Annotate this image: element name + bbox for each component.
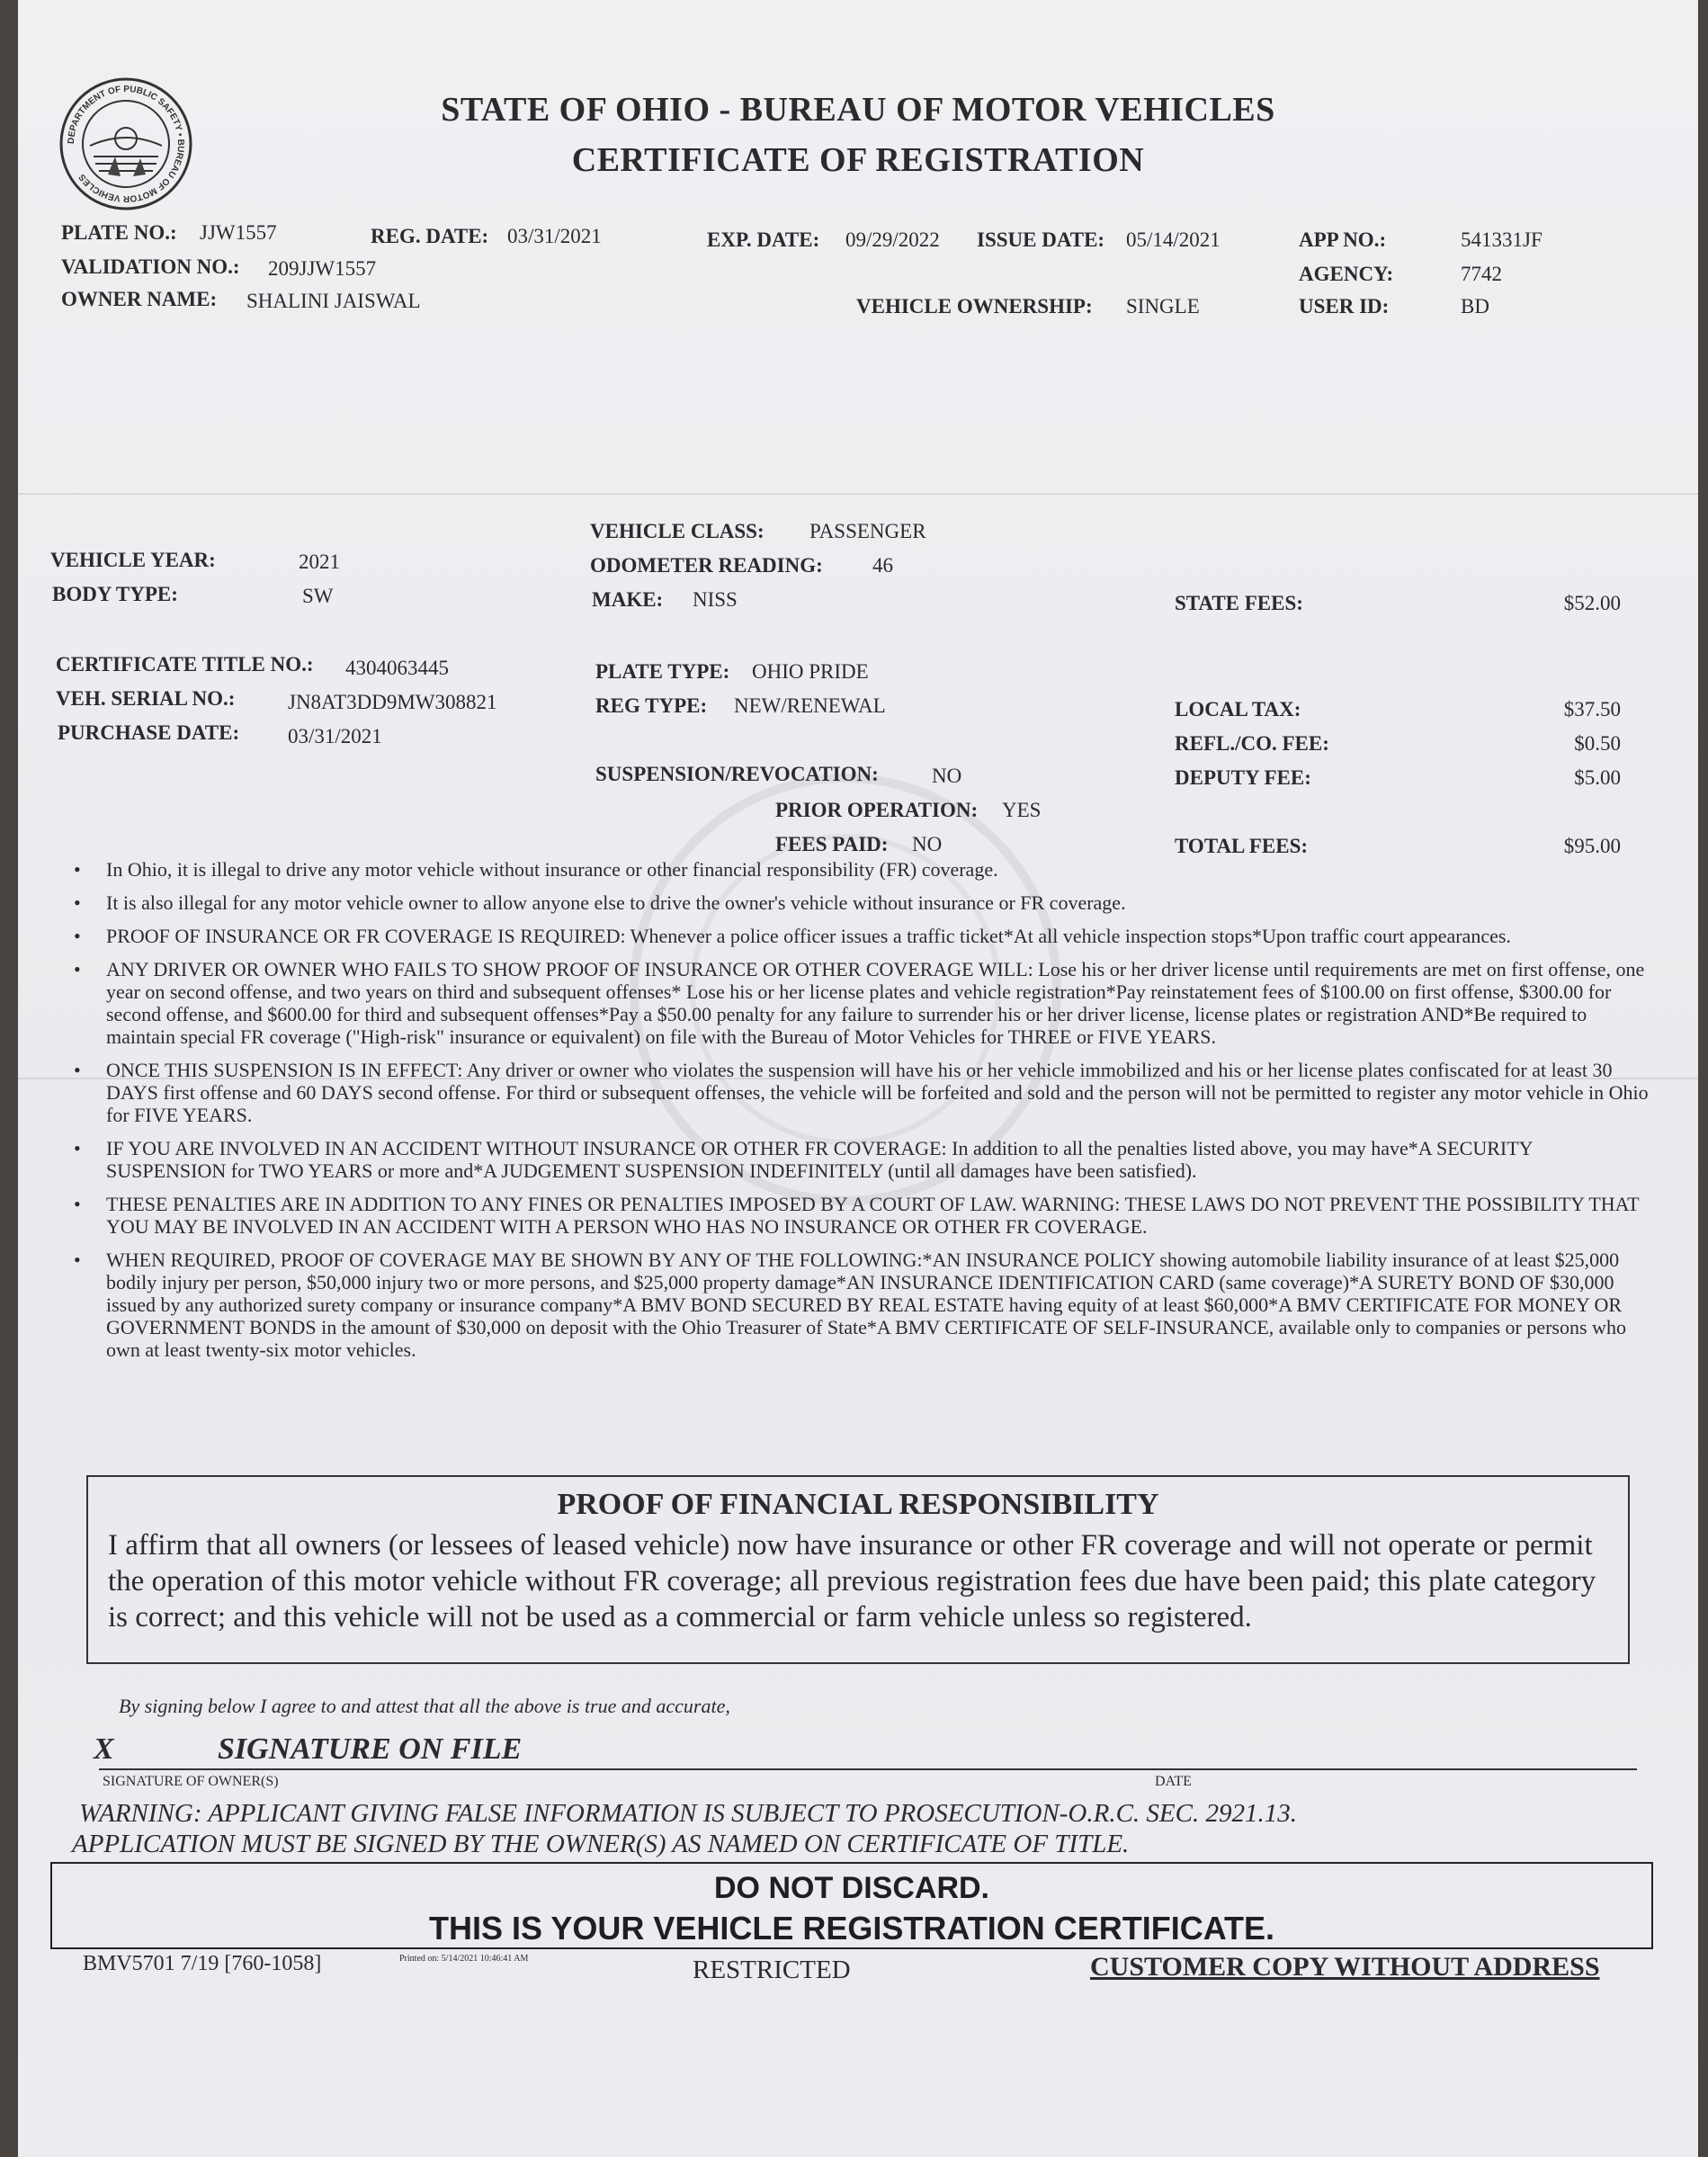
insurance-notices	[74, 858, 1657, 1372]
reg-type-label: REG TYPE:	[595, 694, 708, 717]
odometer-label: ODOMETER READING:	[590, 554, 823, 577]
validation-no-label: VALIDATION NO.:	[61, 255, 240, 278]
exp-date-label: EXP. DATE:	[707, 228, 820, 251]
reg-type-value: NEW/RENEWAL	[734, 694, 886, 717]
reg-date-value: 03/31/2021	[507, 225, 602, 247]
app-no-label: APP NO.:	[1299, 228, 1387, 251]
notice-item: • PROOF OF INSURANCE OR FR COVERAGE IS REQUIRED: Whenever a police officer issues a traffic ticket*At all vehicle inspection stops*Upon traffic court appearances.	[74, 925, 1657, 947]
signature-date-label: DATE	[1155, 1774, 1192, 1789]
notice-item: • WHEN REQUIRED, PROOF OF COVERAGE MAY BE SHOWN BY ANY OF THE FOLLOWING:*AN INSURANCE POLICY showing automobile liability insurance of at least $25,000 bodily injury per person, $50,000 injury two or more persons, and $25,000 property damage*AN INSURANCE IDENTIFICATION CARD (same coverage)*A SURETY BOND OF $30,000 issued by any authorized surety company or insurance company*A BMV BOND SECURED BY REAL ESTATE having equity of at least $60,000*A BMV CERTIFICATE FOR MONEY OR GOVERNMENT BONDS in the amount of $30,000 on deposit with the Ohio Treasurer of State*A BMV CERTIFICATE OF SELF-INSURANCE, available only to companies or persons who own at least twenty-six motor vehicles.	[74, 1249, 1657, 1361]
document-subtitle: CERTIFICATE OF REGISTRATION	[571, 141, 1145, 179]
attest-text: By signing below I agree to and attest that all the above is true and accurate,	[119, 1695, 730, 1717]
suspension-value: NO	[932, 765, 962, 787]
fees-paid-label: FEES PAID:	[775, 833, 889, 855]
notice-item: • ANY DRIVER OR OWNER WHO FAILS TO SHOW PROOF OF INSURANCE OR OTHER COVERAGE WILL: Lose his or her driver license until requirements are met on first offense, one year on second offense, and two years on third and subsequent offenses* Lose his or her license plates and vehicle registration*Pay reinstatement fees of $100.00 on first offense, $300.00 for second offense, and $600.00 for third and subsequent offenses*Pay a $50.00 penalty for any failure to surrender his or her driver license, license plates or registration AND*Be required to maintain special FR coverage ("High-risk" insurance or equivalent) on file with the Bureau of Motor Vehicles for THREE or FIVE YEARS.	[74, 958, 1657, 1048]
title-no-label: CERTIFICATE TITLE NO.:	[56, 653, 314, 676]
agency-label: AGENCY:	[1299, 263, 1394, 285]
state-fees-value: $52.00	[1563, 592, 1621, 614]
plate-type-value: OHIO PRIDE	[752, 660, 869, 683]
local-tax-label: LOCAL TAX:	[1175, 698, 1301, 720]
do-not-discard-box	[50, 1862, 1653, 1949]
vehicle-year-value: 2021	[299, 550, 340, 573]
serial-no-value: JN8AT3DD9MW308821	[288, 691, 497, 713]
registration-certificate	[18, 0, 1698, 2157]
printed-timestamp: Printed on: 5/14/2021 10:46:41 AM	[399, 1954, 529, 1964]
body-type-value: SW	[302, 585, 334, 607]
app-no-value: 541331JF	[1461, 228, 1543, 251]
signature-line	[99, 1768, 1637, 1770]
plate-no-label: PLATE NO.:	[61, 221, 177, 244]
owner-name-label: OWNER NAME:	[61, 288, 218, 310]
issue-date-label: ISSUE DATE:	[977, 228, 1105, 251]
agency-value: 7742	[1461, 263, 1502, 285]
notice-item: • THESE PENALTIES ARE IN ADDITION TO ANY FINES OR PENALTIES IMPOSED BY A COURT OF LAW. WARNING: THESE LAWS DO NOT PREVENT THE POSSIBILITY THAT YOU MAY BE INVOLVED IN AN ACCIDENT WITH A PERSON WHO HAS NO INSURANCE OR OTHER FR COVERAGE.	[74, 1193, 1657, 1238]
body-type-label: BODY TYPE:	[52, 583, 178, 605]
local-tax-value: $37.50	[1563, 698, 1621, 720]
fees-paid-value: NO	[912, 833, 943, 855]
notice-item: • ONCE THIS SUSPENSION IS IN EFFECT: Any driver or owner who violates the suspension will have his or her vehicle immobilized and his or her license plates confiscated for at least 30 DAYS first offense and 60 DAYS second offense. For third or subsequent offenses, the vehicle will be forfeited and sold and the person will not be permitted to register any motor vehicle in Ohio for FIVE YEARS.	[74, 1059, 1657, 1126]
proof-heading: PROOF OF FINANCIAL RESPONSIBILITY	[557, 1488, 1159, 1521]
purchase-date-value: 03/31/2021	[288, 725, 382, 747]
signature-value: SIGNATURE ON FILE	[218, 1732, 523, 1766]
registration-certificate-notice: THIS IS YOUR VEHICLE REGISTRATION CERTIFICATE.	[428, 1910, 1275, 1947]
vehicle-year-label: VEHICLE YEAR:	[50, 549, 216, 571]
prior-operation-label: PRIOR OPERATION:	[775, 799, 979, 821]
deputy-fee-label: DEPUTY FEE:	[1175, 766, 1311, 789]
false-info-warning: WARNING: APPLICANT GIVING FALSE INFORMATION IS SUBJECT TO PROSECUTION-O.R.C. SEC. 2921.13.	[79, 1799, 1297, 1828]
notice-item: • IF YOU ARE INVOLVED IN AN ACCIDENT WITHOUT INSURANCE OR OTHER FR COVERAGE: In addition to all the penalties listed above, you may have*A SECURITY SUSPENSION for TWO YEARS or more and*A JUDGEMENT SUSPENSION INDEFINITELY (until all damages have been satisfied).	[74, 1137, 1657, 1182]
plate-type-label: PLATE TYPE:	[595, 660, 730, 683]
refl-fee-value: $0.50	[1574, 732, 1621, 755]
refl-fee-label: REFL./CO. FEE:	[1175, 732, 1329, 755]
deputy-fee-value: $5.00	[1574, 766, 1621, 789]
do-not-discard-text: DO NOT DISCARD.	[714, 1871, 989, 1905]
signature-owner-label: SIGNATURE OF OWNER(S)	[103, 1774, 279, 1789]
plate-no-value: JJW1557	[200, 221, 277, 244]
notice-item: • In Ohio, it is illegal to drive any motor vehicle without insurance or other financial responsibility (FR) coverage.	[74, 858, 1657, 881]
exp-date-value: 09/29/2022	[845, 228, 940, 251]
fold-line	[18, 493, 1698, 495]
issue-date-value: 05/14/2021	[1126, 228, 1221, 251]
purchase-date-label: PURCHASE DATE:	[58, 721, 240, 744]
user-id-label: USER ID:	[1299, 295, 1390, 318]
title-no-value: 4304063445	[345, 657, 449, 679]
ownership-label: VEHICLE OWNERSHIP:	[856, 295, 1093, 318]
signature-requirement: APPLICATION MUST BE SIGNED BY THE OWNER(S) AS NAMED ON CERTIFICATE OF TITLE.	[72, 1830, 1130, 1858]
state-fees-label: STATE FEES:	[1175, 592, 1303, 614]
total-fees-label: TOTAL FEES:	[1175, 835, 1309, 857]
make-label: MAKE:	[592, 588, 664, 611]
total-fees-value: $95.00	[1563, 835, 1621, 857]
reg-date-label: REG. DATE:	[371, 225, 489, 247]
proof-of-financial-responsibility-box	[86, 1475, 1630, 1664]
restricted-label: RESTRICTED	[693, 1956, 851, 1984]
ownership-value: SINGLE	[1126, 295, 1200, 318]
signature-x-mark: X	[94, 1732, 114, 1766]
make-value: NISS	[693, 588, 738, 611]
document-title: STATE OF OHIO - BUREAU OF MOTOR VEHICLES	[441, 91, 1275, 129]
form-number: BMV5701 7/19 [760-1058]	[83, 1952, 322, 1975]
owner-name-value: SHALINI JAISWAL	[246, 290, 421, 312]
vehicle-class-value: PASSENGER	[809, 520, 926, 542]
user-id-value: BD	[1461, 295, 1489, 318]
odometer-value: 46	[872, 554, 893, 577]
notice-item: • It is also illegal for any motor vehicle owner to allow anyone else to drive the owner's vehicle without insurance or FR coverage.	[74, 891, 1657, 914]
prior-operation-value: YES	[1002, 799, 1042, 821]
vehicle-class-label: VEHICLE CLASS:	[590, 520, 765, 542]
customer-copy-label: CUSTOMER COPY WITHOUT ADDRESS	[1090, 1952, 1600, 1982]
svg-text:DEPARTMENT OF PUBLIC SAFETY •: DEPARTMENT OF PUBLIC SAFETY • BUREAU OF MOTOR VEHICLES	[66, 84, 186, 204]
serial-no-label: VEH. SERIAL NO.:	[56, 687, 236, 710]
proof-statement: I affirm that all owners (or lessees of leased vehicle) now have insurance or other FR coverage and will not operate or permit the operation of this motor vehicle without FR coverage; all previous registration fees due have been paid; this plate category is correct; and this vehicle will not be used as a commercial or farm vehicle unless so registered.	[108, 1529, 1596, 1633]
suspension-label: SUSPENSION/REVOCATION:	[595, 763, 879, 785]
validation-no-value: 209JJW1557	[268, 257, 377, 280]
